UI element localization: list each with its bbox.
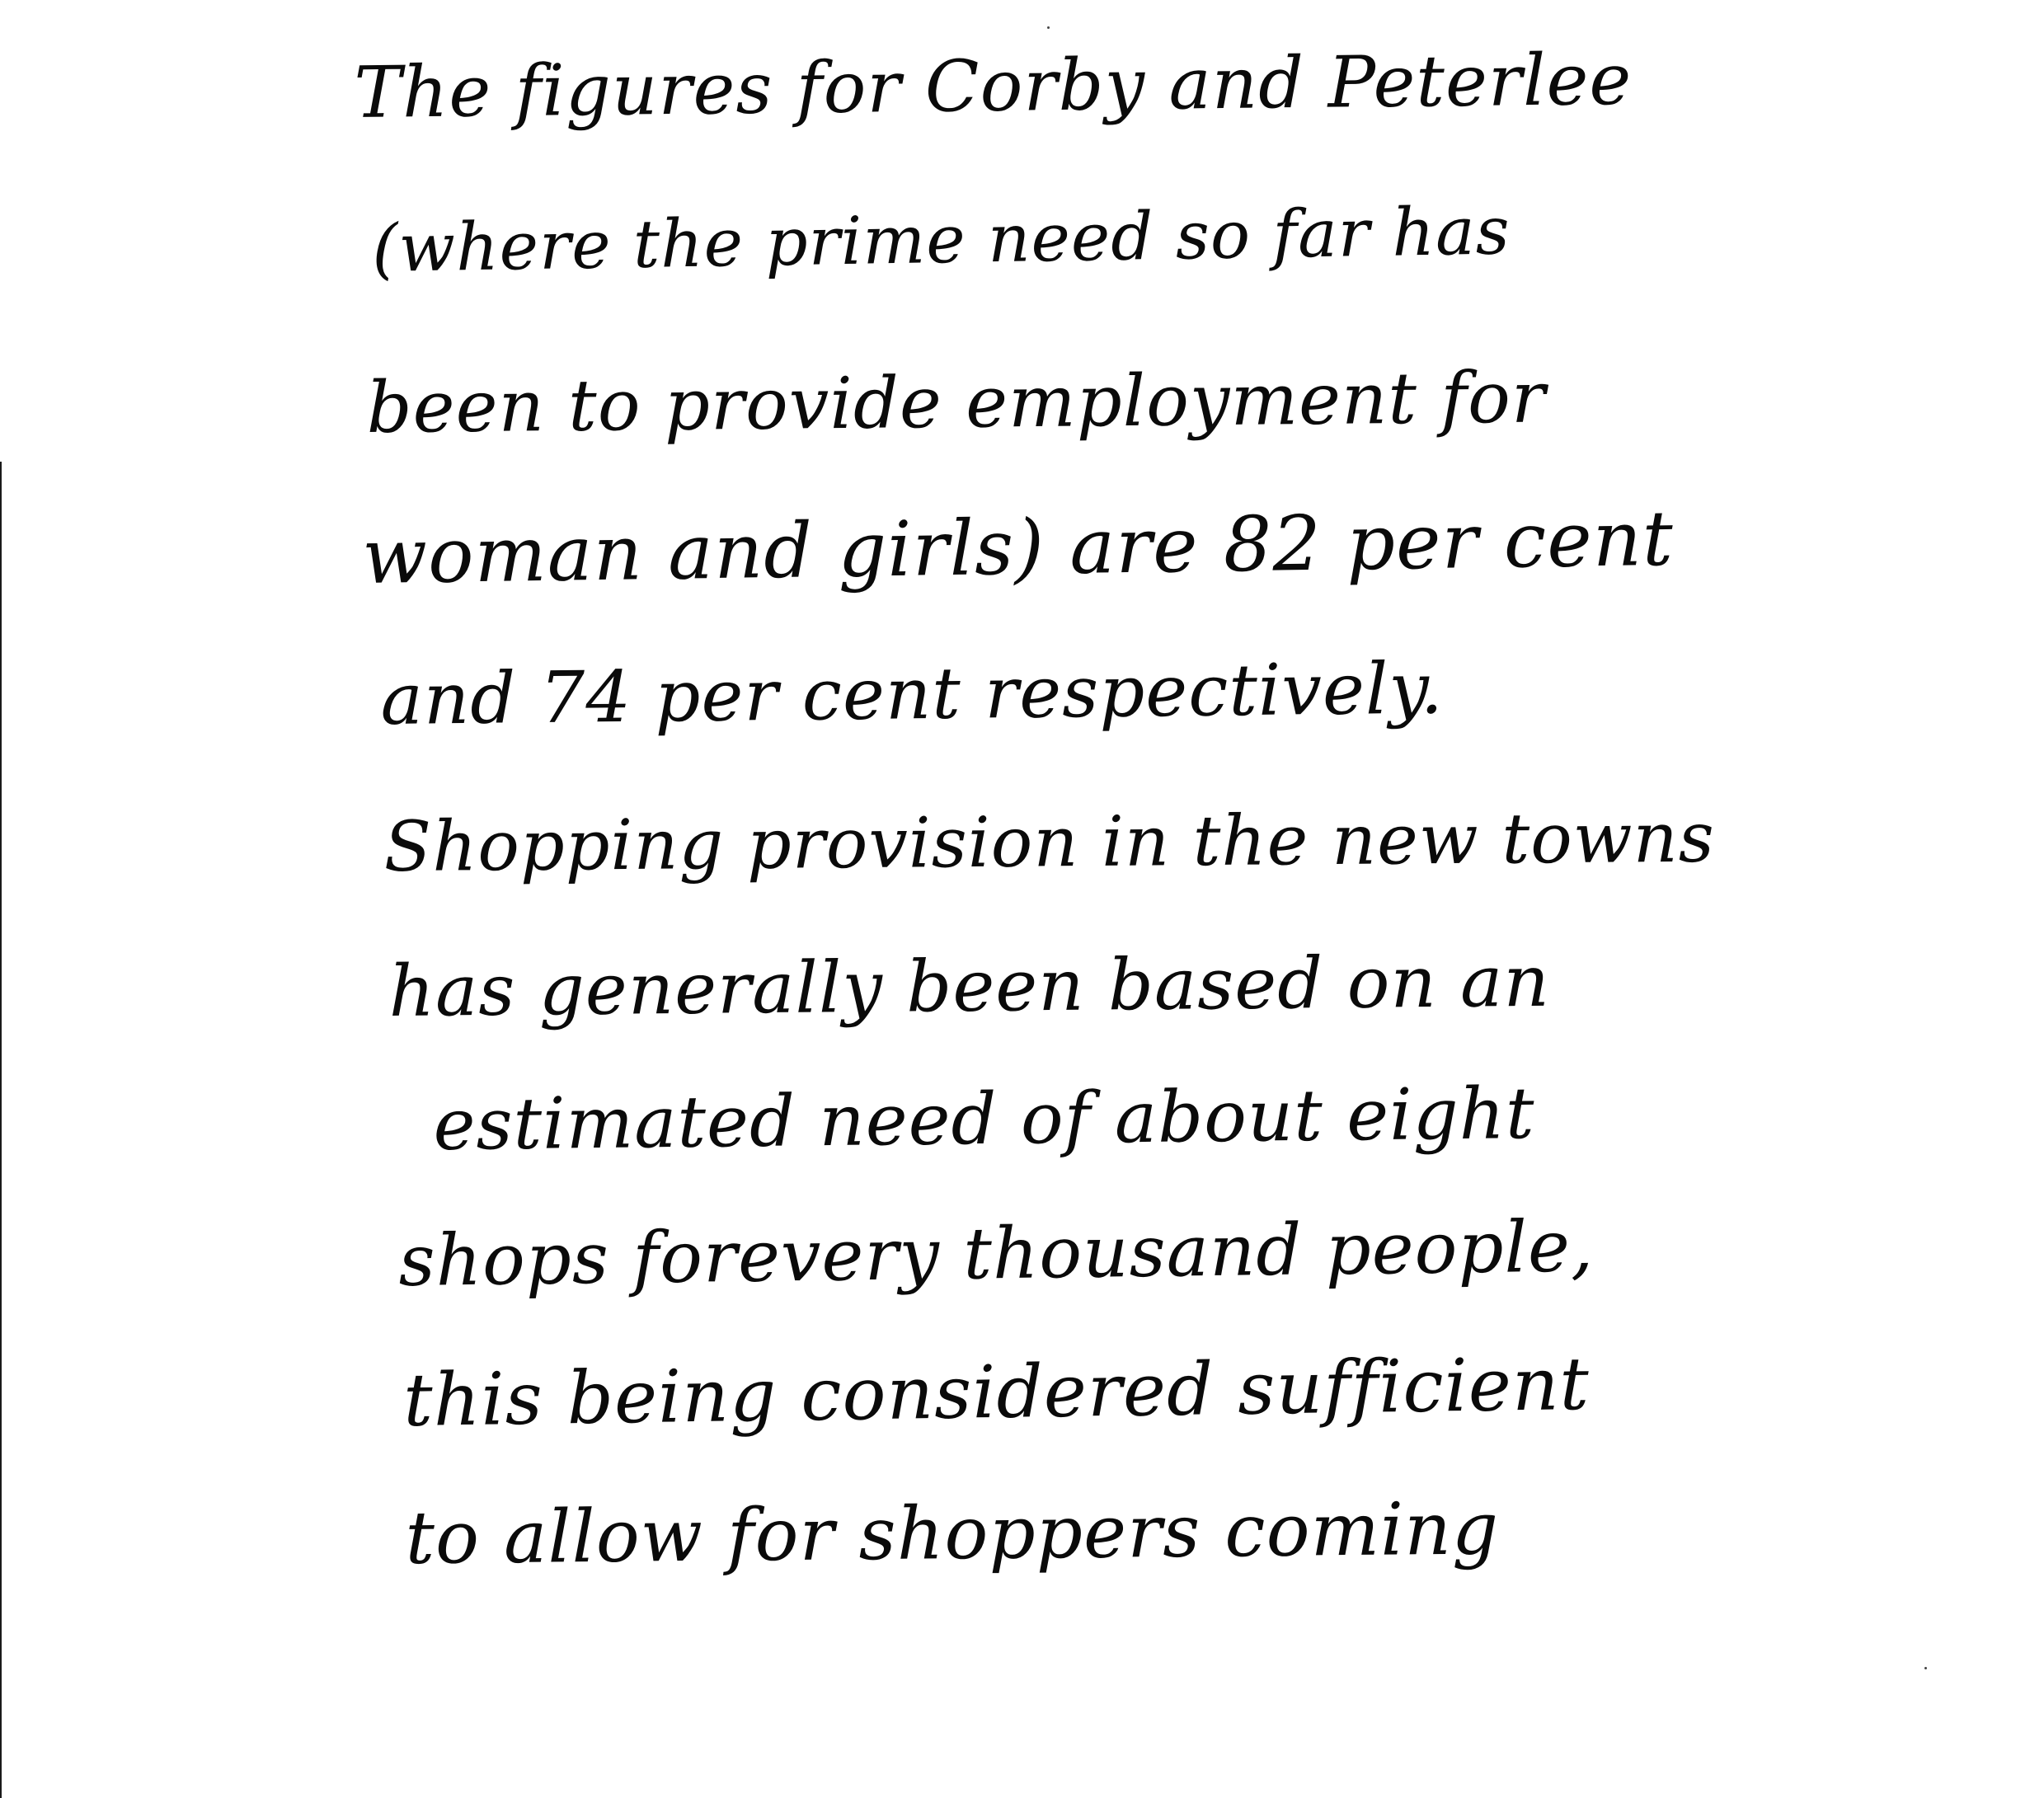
handwritten-line-9: shops forevery thousand people, xyxy=(397,1205,1595,1303)
handwritten-line-11: to allow for shoppers coming xyxy=(405,1486,1500,1580)
handwritten-line-3: been to provide employment for xyxy=(366,356,1547,449)
handwritten-line-8: estimated need of about eight xyxy=(433,1073,1536,1167)
handwritten-line-2: (where the prime need so far has xyxy=(371,192,1511,287)
handwritten-line-6: Shopping provision in the new towns xyxy=(383,796,1716,887)
handwritten-line-4: woman and girls) are 82 per cent xyxy=(361,494,1675,601)
handwritten-line-7: has generally been based on an xyxy=(388,940,1551,1033)
handwritten-line-1: The figures for Corby and Peterlee xyxy=(354,38,1633,134)
handwritten-line-5: and 74 per cent respectively. xyxy=(380,647,1445,741)
handwritten-line-10: this being considered sufficient xyxy=(402,1340,1591,1443)
